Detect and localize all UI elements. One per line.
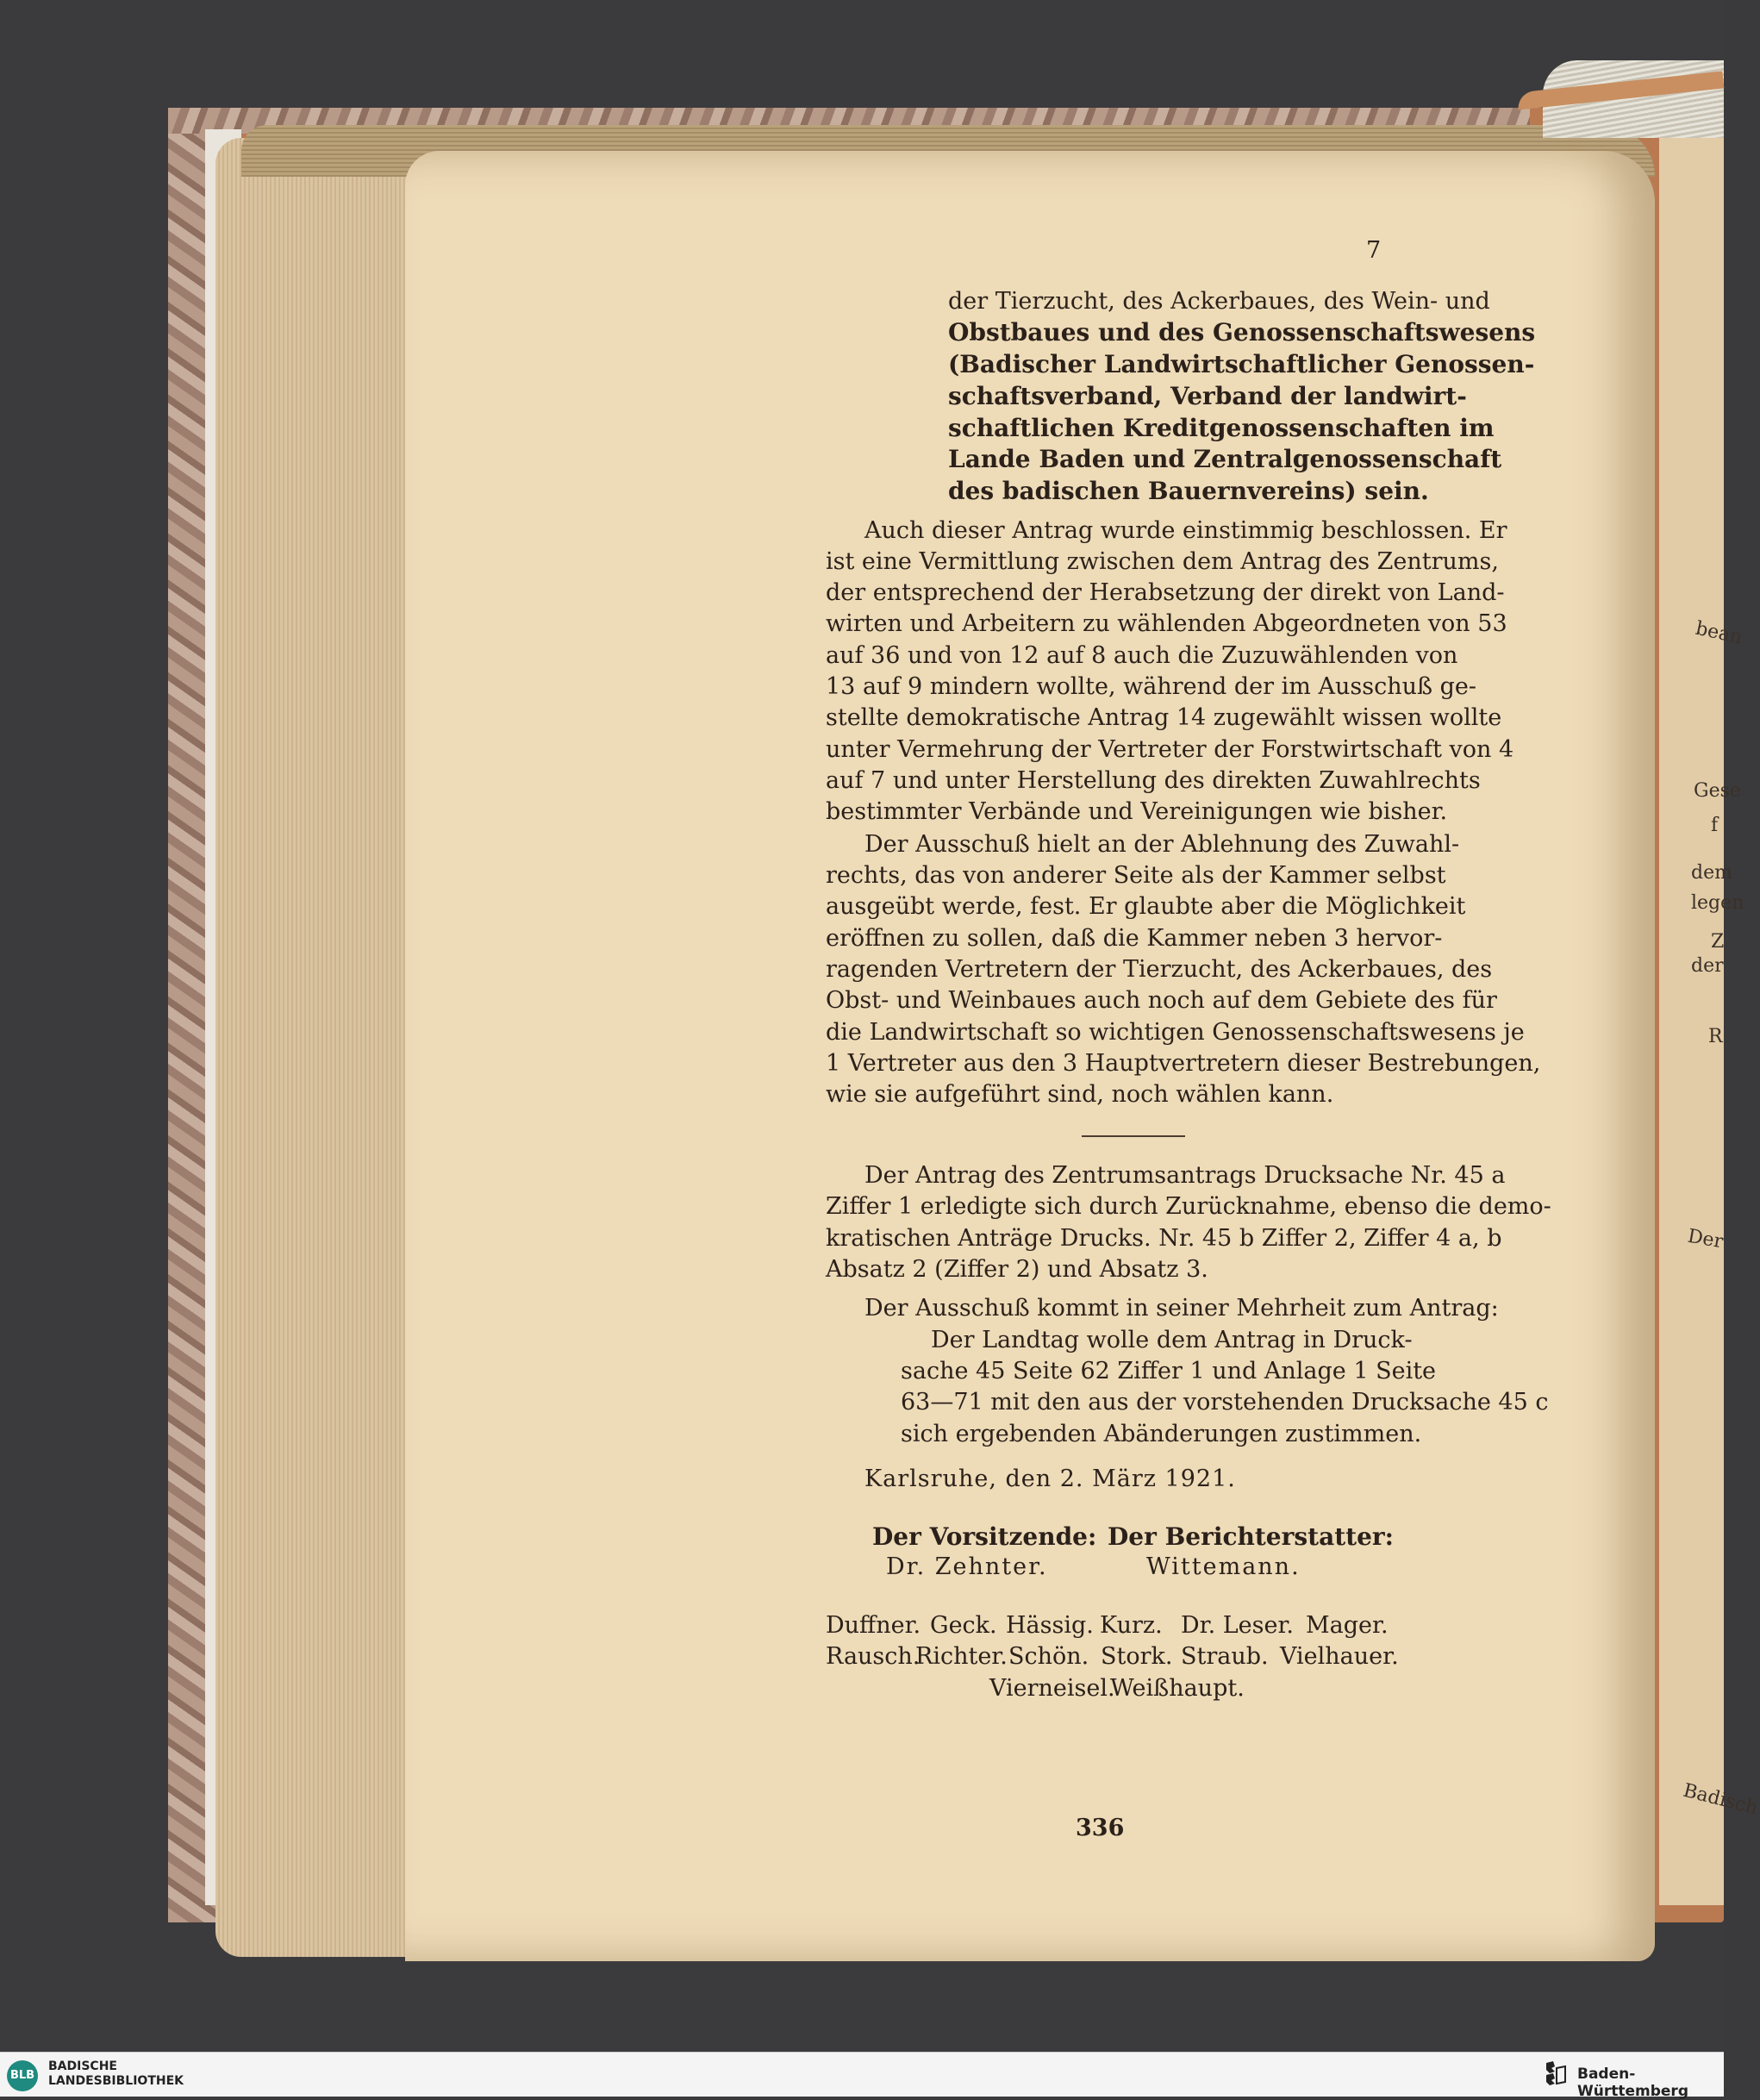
para1-line: der Tierzucht, des Ackerbaues, des Wein- und	[948, 288, 1490, 315]
para3-line: Der Ausschuß hielt an der Ablehnung des Zuwahl-	[864, 831, 1460, 858]
para2-line: 13 auf 9 mindern wollte, während der im Ausschuß ge-	[826, 673, 1476, 700]
motion-line: sich ergebenden Abänderungen zustimmen.	[901, 1421, 1422, 1447]
member-name: Geck.	[930, 1612, 997, 1639]
facing-page	[1659, 95, 1724, 1905]
bw-lions-icon	[1543, 2059, 1569, 2089]
para3-line: die Landwirtschaft so wichtigen Genossenschaftswesens je	[826, 1019, 1525, 1046]
bw-lions-icon[interactable]	[1543, 2059, 1569, 2091]
header-page-number: 7	[1366, 237, 1382, 264]
para2-line: bestimmter Verbände und Vereinigungen wie bisher.	[826, 798, 1448, 825]
facing-page-text: R	[1708, 1026, 1723, 1047]
library-name-line2: LANDESBIBLIOTHEK	[48, 2074, 184, 2088]
member-name: Vierneisel.	[989, 1675, 1115, 1702]
para2-line: der entsprechend der Herabsetzung der direkt von Land-	[826, 579, 1505, 606]
motion-line: Der Landtag wolle dem Antrag in Druck-	[931, 1327, 1413, 1353]
viewer-footer	[0, 2052, 1724, 2097]
member-name: Duffner.	[826, 1612, 921, 1639]
member-name: Weißhaupt.	[1110, 1675, 1245, 1702]
library-name-line1: BADISCHE	[48, 2059, 117, 2073]
member-name: Mager.	[1306, 1612, 1389, 1639]
library-name[interactable]	[48, 2059, 184, 2089]
state-name[interactable]: Baden-Württemberg	[1577, 2066, 1688, 2100]
page-stack-left	[215, 138, 422, 1957]
reporter-title: Der Berichterstatter:	[1108, 1522, 1394, 1551]
para4-line: Ziffer 1 erledigte sich durch Zurücknahme, ebenso die demo-	[826, 1193, 1551, 1220]
member-name: Rausch.	[826, 1643, 921, 1670]
member-name: Kurz.	[1100, 1612, 1163, 1639]
chair-name: Dr. Zehnter.	[886, 1553, 1048, 1580]
facing-page-text: der	[1691, 955, 1724, 977]
reporter-name: Wittemann.	[1146, 1553, 1301, 1580]
chair-title: Der Vorsitzende:	[872, 1522, 1097, 1551]
para2-line: auf 7 und unter Herstellung des direkten Zuwahlrechts	[826, 767, 1481, 794]
facing-page-text: f	[1711, 815, 1719, 836]
para2-line: wirten und Arbeitern zu wählenden Abgeordneten von 53	[826, 610, 1507, 637]
para2-line: Auch dieser Antrag wurde einstimmig beschlossen. Er	[864, 517, 1507, 544]
blb-logo[interactable]: BLB	[7, 2060, 38, 2091]
para1-line: schaftlichen Kreditgenossenschaften im	[948, 414, 1495, 442]
member-name: Schön.	[1008, 1643, 1089, 1670]
para2-line: stellte demokratische Antrag 14 zugewählt wissen wollte	[826, 704, 1502, 731]
para3-line: 1 Vertreter aus den 3 Hauptvertretern dieser Bestrebungen,	[826, 1050, 1541, 1077]
member-name: Straub.	[1181, 1643, 1269, 1670]
footer-page-number: 336	[1076, 1815, 1125, 1841]
para1-line: (Badischer Landwirtschaftlicher Genossen-	[948, 350, 1535, 378]
para2-line: unter Vermehrung der Vertreter der Forstwirtschaft von 4	[826, 736, 1514, 763]
para3-line: rechts, das von anderer Seite als der Kammer selbst	[826, 862, 1446, 889]
member-name: Vielhauer.	[1280, 1643, 1399, 1670]
member-name: Dr. Leser.	[1181, 1612, 1295, 1639]
facing-page-text: Gese	[1694, 780, 1741, 802]
para3-line: wie sie aufgeführt sind, noch wählen kann.	[826, 1081, 1334, 1108]
facing-page-text: legen	[1691, 892, 1744, 914]
para3-line: ausgeübt werde, fest. Er glaubte aber die Möglichkeit	[826, 893, 1466, 920]
para1-line: Lande Baden und Zentralgenossenschaft	[948, 445, 1502, 473]
facing-page-text: Badisch	[1681, 1779, 1760, 1820]
para2-line: auf 36 und von 12 auf 8 auch die Zuzuwählenden von	[826, 642, 1458, 669]
member-name: Richter.	[915, 1643, 1008, 1670]
para2-line: ist eine Vermittlung zwischen dem Antrag des Zentrums,	[826, 548, 1499, 575]
para4-line: Der Antrag des Zentrumsantrags Drucksache Nr. 45 a	[864, 1162, 1506, 1189]
para1-line: Obstbaues und des Genossenschaftswesens	[948, 318, 1536, 347]
member-name: Hässig.	[1006, 1612, 1094, 1639]
facing-page-text: dem	[1691, 862, 1732, 884]
para4-line: kratischen Anträge Drucks. Nr. 45 b Ziffer 2, Ziffer 4 a, b	[826, 1225, 1502, 1252]
para1-line: des badischen Bauernvereins) sein.	[948, 477, 1429, 505]
para1-line: schaftsverband, Verband der landwirt-	[948, 382, 1467, 410]
section-divider	[1082, 1135, 1185, 1137]
motion-intro: Der Ausschuß kommt in seiner Mehrheit zum Antrag:	[864, 1295, 1499, 1322]
facing-page-text: bean	[1693, 617, 1744, 649]
facing-page-text: Der	[1686, 1225, 1726, 1253]
motion-line: sache 45 Seite 62 Ziffer 1 und Anlage 1 Seite	[901, 1358, 1437, 1384]
member-name: Stork.	[1101, 1643, 1173, 1670]
para4-line: Absatz 2 (Ziffer 2) und Absatz 3.	[826, 1256, 1208, 1283]
para3-line: Obst- und Weinbaues auch noch auf dem Gebiete des für	[826, 987, 1497, 1014]
place-date: Karlsruhe, den 2. März 1921.	[864, 1466, 1236, 1492]
para3-line: ragenden Vertretern der Tierzucht, des Ackerbaues, des	[826, 956, 1493, 983]
para3-line: eröffnen zu sollen, daß die Kammer neben 3 hervor-	[826, 925, 1443, 952]
facing-page-text: Z	[1711, 931, 1725, 953]
motion-line: 63—71 mit den aus der vorstehenden Drucksache 45 c	[901, 1389, 1549, 1416]
